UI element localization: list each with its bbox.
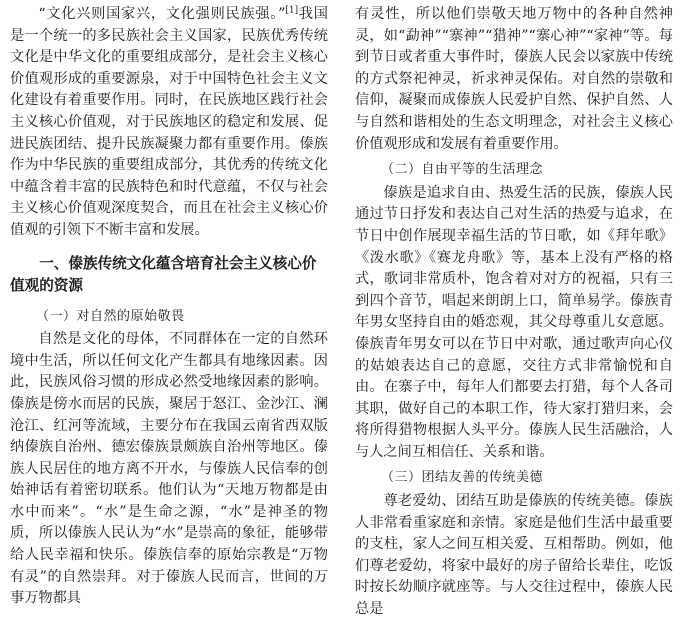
subsection-2-paragraph: 傣族是追求自由、热爱生活的民族，傣族人民通过节日抒发和表达自己对生活的热爱与追求，在节日中创作展现幸福生活的节日歌，如《拜年歌》《泼水歌》《赛龙舟歌》等，基本上没有严格的格式，歌词非常质朴，饱含着对对方的祝福，只有三到四个音节，唱起来朗朗上口，简单易学。傣族青年男女坚持自由的婚恋观，其父母尊重儿女意愿。傣族青年男女可以在节日中对歌，通过歌声向心仪的姑娘表达自己的意愿，交往方式非常愉悦和自由。在寨子中，每年人们都要去打猎，每个人各司其职，做好自己的本职工作，待大家打猎归来，会将所得猎物根据人头平分。傣族人民生活融洽，人与人之间互相信任、关系和谐。 [355,184,673,460]
subsection-2-heading: （二）自由平等的生活理念 [381,162,544,178]
right-column [355,4,673,621]
intro-text: 我国是一个统一的多民族社会主义国家，民族优秀传统文化是中华文化的重要组成部分，是社会主义核心价值观形成的重要源泉，对于中国特色社会主义文化建设有着重要作用。同时，在民族地区践行社会主义核心价值观，对于民族地区的稳定和发展、促进民族团结、提升民族凝聚力都有重要作用。傣族作为中华民族的重要组成部分，其优秀的传统文化中蕴含着丰富的民族特色和时代意蕴，不仅与社会主义核心价值观深度契合，而且在社会主义核心价值观的引领下不断丰富和发展。 [10,6,328,238]
subsection-1-heading: （一）对自然的原始敬畏 [36,308,185,324]
left-column [10,4,328,610]
continuation-paragraph: 有灵性，所以他们崇敬天地万物中的各种自然神灵，如“勐神”“寨神”“猎神”“寨心神”“家神”等。每到节日或者重大事件时，傣族人民会以家族中传统的方式祭祀神灵，祈求神灵保佑。对自然的崇敬和信仰，凝聚而成傣族人民爱护自然、保护自然、人与自然和谐相处的生态文明理念，对社会主义核心价值观形成和发展有着重要作用。 [355,6,673,152]
subsection-3-heading: （三）团结友善的传统美德 [381,470,544,486]
subsection-1-paragraph: 自然是文化的母体，不同群体在一定的自然环境中生活，所以任何文化产生都具有地缘因素。因此，民族风俗习惯的形成必然受地缘因素的影响。傣族是傍水而居的民族，聚居于怒江、金沙江、澜沧江、红河等流域，主要分布在我国云南省西双版纳傣族自治州、德宏傣族景颇族自治州等地区。傣族人民居住的地方离不开水，与傣族人民信奉的创始神话有着密切联系。他们认为“天地万物都是由水中而来”。“水”是生命之源，“水”是神圣的物质，所以傣族人民认为“水”是崇高的象征，能够带给人民幸福和快乐。傣族信奉的原始宗教是“万物有灵”的自然崇拜。对于傣族人民而言，世间的万事万物都具 [10,331,328,607]
intro-quote: “文化兴则国家兴，文化强则民族强。” [38,6,286,22]
intro-paragraph [10,4,328,242]
subsection-3-paragraph: 尊老爱幼、团结互助是傣族的传统美德。傣族人非常看重家庭和亲情。家庭是他们生活中最重要的支柱，家人之间互相关爱、互相帮助。例如，他们尊老爱幼，将家中最好的房子留给长辈住，吃饭时按长幼顺序就座等。与人交往过程中，傣族人民总是 [355,493,673,618]
citation-marker[interactable]: [1] [285,5,299,16]
section-heading: 一、傣族传统文化蕴含培育社会主义核心价值观的资源 [10,254,317,294]
